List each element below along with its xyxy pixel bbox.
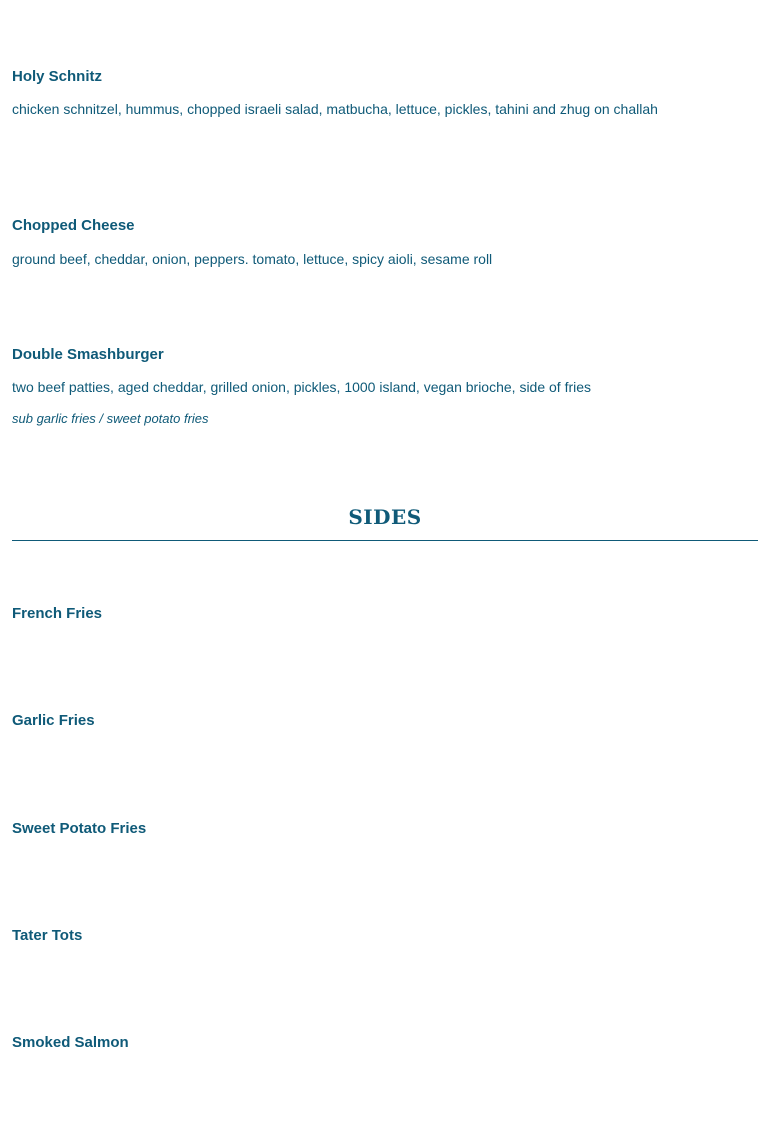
side-item-name: Tater Tots <box>12 927 83 944</box>
side-item-name: Garlic Fries <box>12 712 95 729</box>
menu-item-description: ground beef, cheddar, onion, peppers. tomato, lettuce, spicy aioli, sesame roll <box>12 251 493 267</box>
side-item-name: French Fries <box>12 605 103 622</box>
menu-item-description: two beef patties, aged cheddar, grilled onion, pickles, 1000 island, vegan brioche, side of fries <box>12 379 592 395</box>
side-item-name: Sweet Potato Fries <box>12 820 147 837</box>
menu-item-name: Holy Schnitz <box>12 68 103 85</box>
side-item-name: Smoked Salmon <box>12 1034 129 1051</box>
menu-item-name: Chopped Cheese <box>12 217 135 234</box>
menu-item-note: sub garlic fries / sweet potato fries <box>12 411 209 426</box>
menu-item-description: chicken schnitzel, hummus, chopped israeli salad, matbucha, lettuce, pickles, tahini and zhug on challah <box>12 101 658 117</box>
menu-item-name: Double Smashburger <box>12 346 164 363</box>
section-divider <box>12 540 758 541</box>
section-title-sides: SIDES <box>348 505 422 529</box>
